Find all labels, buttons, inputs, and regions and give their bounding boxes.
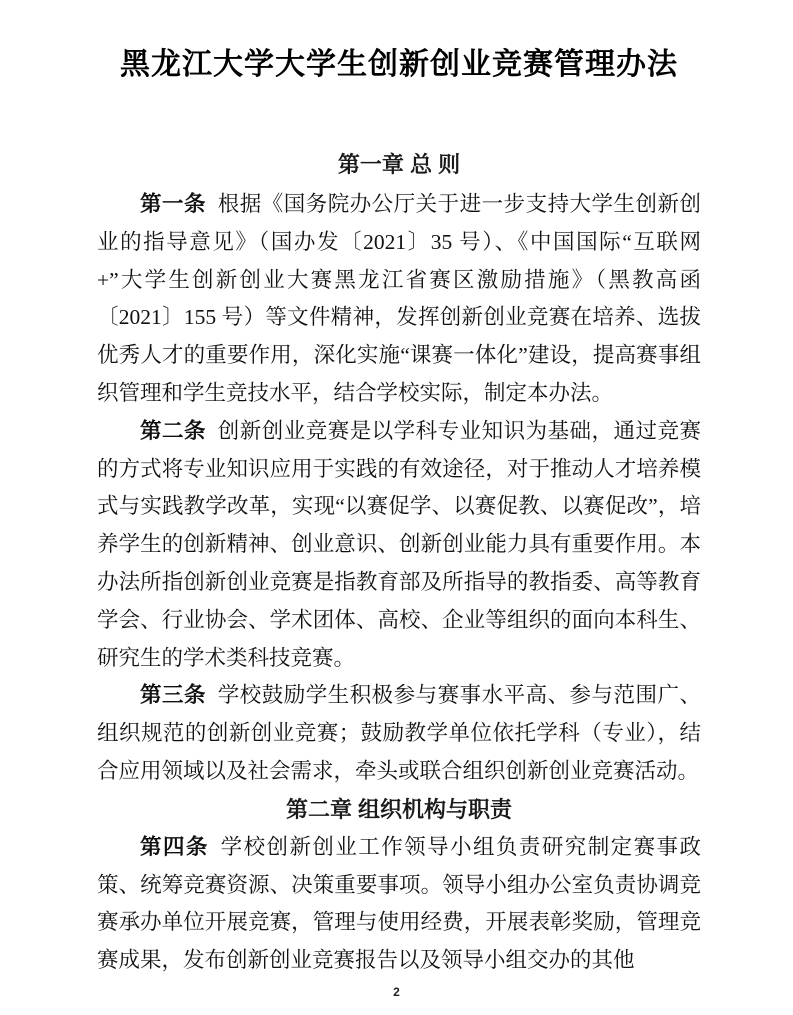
article-2-label: 第二条 — [140, 418, 206, 443]
chapter-heading-1: 第一章 总 则 — [337, 152, 461, 177]
article-1-label: 第一条 — [140, 192, 206, 216]
article-3 — [97, 677, 701, 790]
article-3-label: 第三条 — [140, 683, 206, 708]
article-2-text: 创新创业竞赛是以学科专业知识为基础，通过竞赛的方式将专业知识应用于实践的有效途径，对于推动人才培养模式与实践教学改革，实现“以赛促学、以赛促教、以赛促改”，培养学生的创新精神、创业意识、创新创业能力具有重要作用。本办法所指创新创业竞赛是指教育部及所指导的教指委、高等教育学会、行业协会、学术团体、高校、企业等组织的面向本科生、研究生的学术类科技竞赛。 — [97, 418, 701, 670]
chapter-heading-2: 第二章 组织机构与职责 — [285, 796, 513, 822]
article-4 — [97, 829, 701, 980]
document-content — [97, 0, 701, 980]
article-3-text: 学校鼓励学生积极参与赛事水平高、参与范围广、组织规范的创新创业竞赛；鼓励教学单位依托学科（专业），结合应用领域以及社会需求，牵头或联合组织创新创业竞赛活动。 — [97, 683, 701, 783]
document-title: 黑龙江大学大学生创新创业竞赛管理办法 — [120, 48, 678, 81]
article-1-text: 根据《国务院办公厅关于进一步支持大学生创新创业的指导意见》（国办发〔2021〕35 号）、《中国国际“互联网+”大学生创新创业大赛黑龙江省赛区激励措施》（黑教高函〔2021〕155 号）等文件精神，发挥创新创业竞赛在培养、选拔优秀人才的重要作用，深化实施“课赛一体化”建设，提高赛事组织管理和学生竞技水平，结合学校实际，制定本办法。 — [97, 192, 701, 405]
page-number: 2 — [393, 985, 400, 999]
article-1 — [97, 186, 701, 413]
article-2 — [97, 413, 701, 678]
article-4-text: 学校创新创业工作领导小组负责研究制定赛事政策、统筹竞赛资源、决策重要事项。领导小组办公室负责协调竞赛承办单位开展竞赛，管理与使用经费，开展表彰奖励，管理竞赛成果，发布创新创业竞赛报告以及领导小组交办的其他 — [97, 834, 701, 973]
article-4-label: 第四条 — [140, 834, 209, 859]
